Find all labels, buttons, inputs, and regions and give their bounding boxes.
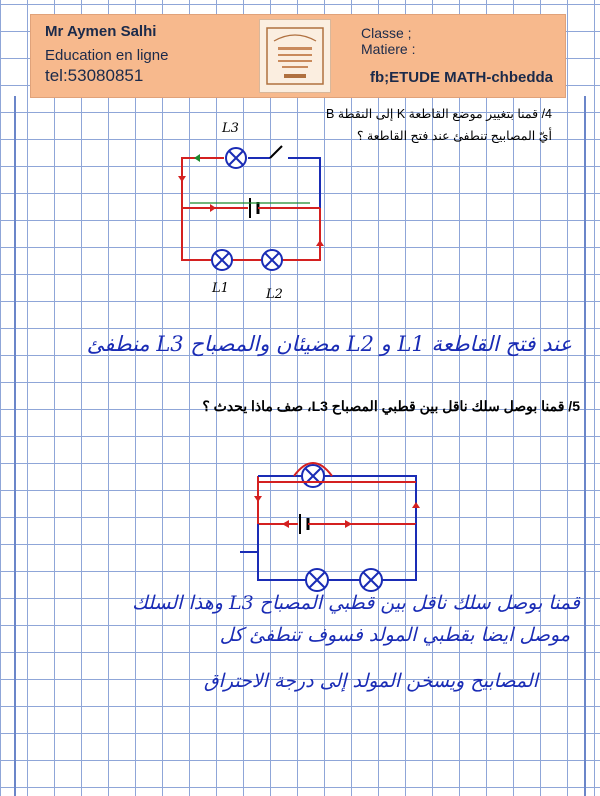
wire-bottom-left-2 bbox=[258, 524, 306, 580]
wire-middle-left bbox=[182, 162, 248, 208]
education-label: Education en ligne bbox=[45, 47, 169, 64]
answer-5-line3: المصابيح ويسخن المولد إلى درجة الاحتراق bbox=[203, 670, 538, 692]
answer-5-line2: موصل ايضا بقطبي المولد فسوف تنطفئ كل bbox=[219, 624, 570, 646]
circuit-diagram-1 bbox=[170, 110, 340, 310]
header-banner bbox=[30, 14, 566, 98]
label-l2: L2 bbox=[266, 287, 283, 302]
answer-5-line1: قمنا بوصل سلك ناقل بين قطبي المصباح L3 وهذا السلك bbox=[132, 592, 580, 614]
logo-seal-icon bbox=[264, 25, 326, 87]
question-4-line2: أيّ المصابيح تنطفئ عند فتح القاطعة ؟ bbox=[356, 129, 552, 143]
facebook-page: fb;ETUDE MATH-chbedda bbox=[369, 69, 553, 86]
wire-top-right bbox=[288, 158, 320, 208]
wire-bottom-left bbox=[182, 208, 212, 260]
answer-4: عند فتح القاطعة L1 و L2 مضيئان والمصباح L3 منطفئ bbox=[86, 332, 572, 356]
label-l1: L1 bbox=[212, 281, 229, 296]
label-l3: L3 bbox=[222, 121, 239, 136]
wire-top-right-2 bbox=[324, 476, 416, 524]
header-class-info bbox=[361, 25, 415, 57]
margin-line-left bbox=[14, 96, 16, 796]
wire-bottom-right bbox=[282, 208, 320, 260]
wire-top-left bbox=[182, 158, 224, 162]
school-logo bbox=[259, 19, 331, 93]
question-4-line1: 4/ قمنا بتغيير موضع القاطعة K إلى النقطة B bbox=[326, 107, 552, 121]
circuit-diagram-2 bbox=[232, 452, 432, 592]
teacher-name: Mr Aymen Salhi bbox=[45, 23, 157, 40]
margin-line-right bbox=[584, 96, 586, 796]
matiere-label: Matiere : bbox=[361, 41, 416, 57]
switch-k bbox=[270, 146, 282, 158]
classe-label: Classe ; bbox=[361, 25, 412, 41]
header-contact bbox=[45, 23, 168, 86]
question-5: 5/ قمنا بوصل سلك ناقل بين قطبي المصباح L3، صف ماذا يحدث ؟ bbox=[202, 398, 580, 414]
phone-number: tel:53080851 bbox=[45, 66, 144, 85]
wire-bottom-right-2 bbox=[382, 524, 416, 580]
